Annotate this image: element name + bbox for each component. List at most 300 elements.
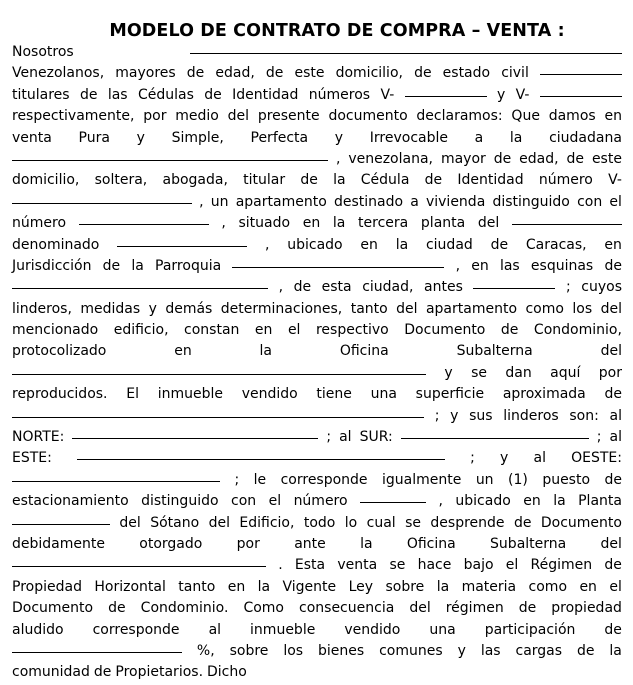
contract-word: vendido (241, 386, 298, 403)
fill-in-blank[interactable] (72, 437, 318, 439)
contract-word: estado (442, 65, 491, 82)
contract-word: al (533, 450, 546, 467)
contract-word: Cédula (360, 172, 410, 189)
contract-line (12, 213, 622, 234)
contract-word: ; (566, 279, 571, 296)
contract-line (12, 256, 622, 277)
contract-word: número (538, 172, 593, 189)
contract-word: Esta (294, 557, 326, 574)
contract-word: y (457, 642, 466, 659)
fill-in-blank[interactable] (79, 223, 209, 225)
contract-word: ; (234, 471, 240, 488)
contract-line (12, 106, 622, 127)
contract-word: la (333, 172, 346, 189)
contract-line (12, 277, 622, 298)
contract-line (12, 598, 622, 619)
contract-word: por (143, 108, 167, 125)
contract-word: , (199, 193, 204, 210)
fill-in-blank[interactable] (540, 95, 622, 97)
contract-word: al (339, 429, 352, 446)
contract-word: ante (294, 535, 326, 552)
contract-word: en (227, 578, 246, 595)
contract-word: mayores (115, 65, 176, 82)
contract-word: venta (12, 129, 52, 146)
contract-word: planta (420, 215, 466, 232)
contract-line (12, 341, 622, 362)
fill-in-blank[interactable] (12, 202, 192, 204)
fill-in-blank[interactable] (12, 523, 110, 525)
contract-word: OESTE: (571, 450, 622, 467)
contract-word: ; (596, 429, 602, 446)
contract-word: el (609, 578, 622, 595)
contract-word: protocolizado (12, 343, 107, 360)
contract-word: declaramos: (416, 108, 503, 125)
contract-word: en (471, 257, 489, 274)
contract-word: de (604, 557, 622, 574)
contract-word: medio (175, 108, 219, 125)
contract-word: Planta (578, 493, 622, 510)
contract-word: cargas (515, 642, 563, 659)
contract-word: inmueble (157, 386, 223, 403)
contract-word: en (579, 578, 597, 595)
contract-word: bajo (463, 557, 494, 574)
fill-in-blank[interactable] (12, 159, 328, 161)
contract-word: mencionado (12, 322, 99, 339)
contract-word: números (308, 86, 371, 103)
document-title: MODELO DE CONTRATO DE COMPRA – VENTA : (109, 21, 565, 41)
contract-word: en (523, 493, 541, 510)
contract-word: esta (321, 279, 352, 296)
contract-word: . (278, 557, 283, 574)
contract-word: Propietarios. (115, 664, 204, 681)
contract-word: del (600, 343, 622, 360)
contract-word: denominado (12, 236, 100, 253)
contract-word: ; (434, 407, 440, 424)
contract-word: desprende (430, 514, 505, 531)
contract-word: se (471, 364, 487, 381)
contract-word: lo (344, 514, 358, 531)
contract-word: ; (470, 450, 475, 467)
contract-word: al (609, 429, 622, 446)
contract-word: sobre (229, 642, 269, 659)
fill-in-blank[interactable] (232, 266, 444, 268)
contract-word: del (119, 514, 141, 531)
contract-word: de (102, 257, 121, 274)
contract-word: Simple, (171, 129, 224, 146)
contract-line (12, 448, 622, 469)
contract-word: %, (196, 642, 215, 659)
contract-word: Cédulas (137, 86, 194, 103)
contract-word: de (204, 86, 222, 103)
contract-word: en (254, 322, 273, 339)
contract-word: la (259, 343, 273, 360)
contract-word: son: (569, 407, 599, 424)
fill-in-blank[interactable] (12, 651, 182, 653)
contract-word: NORTE: (12, 429, 65, 446)
contract-line (12, 555, 622, 576)
contract-word: una (429, 621, 456, 638)
contract-word: al (609, 407, 622, 424)
contract-word: demás (165, 300, 213, 317)
contract-line (12, 42, 622, 63)
contract-word: SUR: (359, 429, 393, 446)
contract-word: vivienda (425, 193, 486, 210)
contract-word: Condominio, (533, 322, 622, 339)
contract-word: titulares (12, 86, 70, 103)
contract-word: el (505, 557, 519, 574)
contract-word: respectivamente, (12, 108, 135, 125)
contract-word: constan (184, 322, 240, 339)
contract-word: situado (238, 215, 291, 232)
contract-word: determinaciones, (220, 300, 343, 317)
contract-word: del (600, 300, 622, 317)
contract-word: una (370, 386, 397, 403)
contract-word: propiedad (551, 600, 622, 617)
contract-word: Sótano (150, 514, 200, 531)
contract-word: al (208, 621, 222, 638)
contract-word: régimen (445, 600, 504, 617)
contract-word: como (528, 578, 568, 595)
contract-word: de (293, 279, 312, 296)
contract-word: Que (511, 108, 540, 125)
contract-word: número (12, 215, 67, 232)
contract-word: la (332, 215, 346, 232)
contract-word: aproximada (502, 386, 586, 403)
contract-word: se (405, 514, 421, 531)
contract-word: la (509, 129, 523, 146)
contract-line (12, 192, 622, 213)
fill-in-blank[interactable] (512, 223, 622, 225)
contract-word: ESTE: (12, 450, 52, 467)
contract-word: medidas (80, 300, 141, 317)
contract-word: tiene (316, 386, 352, 403)
contract-word: Parroquia (155, 257, 222, 274)
fill-in-blank[interactable] (77, 458, 445, 460)
contract-word: del (600, 535, 622, 552)
contract-word: del (227, 108, 250, 125)
fill-in-blank[interactable] (12, 565, 266, 567)
contract-word: y (497, 86, 506, 103)
contract-word: con (577, 193, 603, 210)
contract-word: del (396, 300, 418, 317)
contract-word: titular (243, 172, 286, 189)
contract-word: de (518, 600, 537, 617)
contract-line (12, 662, 622, 683)
contract-word: a (410, 193, 419, 210)
contract-word: cual (366, 514, 396, 531)
fill-in-blank[interactable] (405, 95, 487, 97)
contract-line (12, 577, 622, 598)
contract-word: comunidad (12, 664, 90, 681)
contract-line (12, 85, 622, 106)
contract-word: las (480, 642, 501, 659)
contract-word: vendido (344, 621, 401, 638)
contract-word: este (591, 150, 622, 167)
contract-word: Perfecta (250, 129, 309, 146)
contract-word: , (438, 493, 443, 510)
contract-line (12, 406, 622, 427)
contract-word: de (300, 172, 318, 189)
contract-word: respectivo (315, 322, 389, 339)
contract-word: con (231, 493, 257, 510)
contract-word: Jurisdicción (12, 257, 92, 274)
contract-word: Propiedad (12, 578, 82, 595)
fill-in-blank[interactable] (540, 73, 622, 75)
contract-word: presente (257, 108, 320, 125)
contract-word: otorgado (139, 535, 203, 552)
contract-word: puesto (542, 471, 591, 488)
contract-word: mayor (440, 150, 486, 167)
fill-in-blank[interactable] (12, 416, 424, 418)
contract-word: todo (303, 514, 336, 531)
contract-word: de (500, 322, 519, 339)
contract-word: de (604, 471, 622, 488)
contract-word: la (257, 578, 271, 595)
contract-word: apartamento (235, 193, 327, 210)
contract-line (12, 620, 622, 641)
contract-word: Nosotros (12, 44, 74, 60)
contract-word: se (389, 557, 406, 574)
contract-word: Como (243, 600, 284, 617)
contract-word: Documento (404, 322, 486, 339)
contract-line (12, 320, 622, 341)
contract-word: igualmente (382, 471, 462, 488)
contract-word: el (287, 322, 301, 339)
contract-word: en (302, 215, 321, 232)
contract-word: las (107, 86, 128, 103)
contract-word: , (278, 279, 284, 296)
contract-word: el (268, 493, 282, 510)
contract-word: destinado (333, 193, 404, 210)
contract-word: de (576, 642, 595, 659)
contract-line (12, 235, 622, 256)
contract-word: Pura (78, 129, 110, 146)
contract-word: reproducidos. (12, 386, 108, 403)
contract-word: de (79, 86, 98, 103)
contract-word: y (148, 300, 157, 317)
contract-word: V- (608, 172, 622, 189)
contract-line (12, 299, 622, 320)
fill-in-blank[interactable] (12, 287, 268, 289)
contract-word: Oficina (406, 535, 456, 552)
contract-word: Condominio. (140, 600, 229, 617)
contract-word: , (455, 257, 461, 274)
contract-word: en (174, 343, 192, 360)
contract-word: por (598, 364, 622, 381)
contract-word: de (414, 65, 432, 82)
contract-word: de (604, 621, 622, 638)
contract-word: Documento (12, 600, 94, 617)
contract-word: este (294, 65, 325, 82)
contract-word: (1) (508, 471, 528, 488)
contract-word: distinguido (141, 493, 219, 510)
fill-in-blank[interactable] (117, 245, 247, 247)
contract-word: materia (461, 578, 517, 595)
contract-word: del (208, 514, 230, 531)
contract-word: superficie (415, 386, 485, 403)
contract-word: un (475, 471, 494, 488)
contract-word: Edificio, (239, 514, 295, 531)
contract-line (12, 149, 622, 170)
contract-line (12, 128, 622, 149)
contract-word: de (93, 664, 112, 681)
contract-word: V- (380, 86, 395, 103)
contract-line (12, 384, 622, 405)
contract-word: y (334, 129, 344, 146)
contract-word: Subalterna (490, 535, 567, 552)
contract-word: Subalterna (456, 343, 533, 360)
contract-word: apartamento (425, 300, 518, 317)
contract-word: edad, (519, 150, 559, 167)
contract-word: un (210, 193, 229, 210)
contract-word: Venezolanos, (12, 65, 105, 82)
contract-word: domicilio, (12, 172, 80, 189)
contract-word: los (283, 642, 304, 659)
contract-line (12, 641, 622, 662)
contract-word: linderos, (12, 300, 72, 317)
contract-line (12, 63, 622, 84)
contract-word: tanto (350, 300, 388, 317)
contract-word: , (335, 150, 341, 167)
contract-word: participación (484, 621, 576, 638)
contract-word: número (293, 493, 348, 510)
contract-word: ubicado (287, 236, 343, 253)
contract-word: y (136, 129, 145, 146)
fill-in-blank[interactable] (401, 437, 589, 439)
contract-word: ciudadana (549, 129, 622, 146)
contract-word: la (395, 236, 409, 253)
contract-word: documento (328, 108, 408, 125)
contract-word: como (525, 300, 564, 317)
contract-word: bienes (318, 642, 365, 659)
fill-in-blank[interactable] (190, 52, 622, 54)
contract-word: de (424, 172, 443, 189)
contract-word: aquí (550, 364, 581, 381)
contract-word: damos (548, 108, 596, 125)
contract-line (12, 534, 622, 555)
contract-word: El (126, 386, 139, 403)
contract-word: inmueble (250, 621, 316, 638)
contract-word: la (553, 493, 566, 510)
contract-word: venta (337, 557, 378, 574)
contract-word: de (604, 257, 622, 274)
contract-line (12, 427, 622, 448)
contract-line (12, 470, 622, 491)
contract-word: dan (505, 364, 532, 381)
contract-line (12, 170, 622, 191)
contract-word: civil (501, 65, 529, 82)
contract-word: Vigente (282, 578, 337, 595)
contract-line (12, 491, 622, 512)
contract-word: , (221, 215, 226, 232)
contract-word: Oficina (339, 343, 389, 360)
contract-word: de (265, 65, 284, 82)
contract-word: Identidad (232, 86, 299, 103)
contract-word: ubicado (455, 493, 511, 510)
contract-word: de (186, 65, 205, 82)
contract-word: cuyos (581, 279, 622, 296)
contract-word: Documento (540, 514, 622, 531)
contract-word: estacionamiento (12, 493, 129, 510)
contract-word: tercera (358, 215, 409, 232)
fill-in-blank[interactable] (360, 501, 426, 503)
contract-word: tanto (178, 578, 216, 595)
contract-word: del (409, 600, 431, 617)
contract-line (12, 363, 622, 384)
contract-word: los (572, 300, 593, 317)
contract-word: edad, (215, 65, 255, 82)
contract-word: de (493, 150, 512, 167)
contract-word: las (499, 257, 520, 274)
contract-word: ; (326, 429, 332, 446)
contract-word: V- (515, 86, 530, 103)
contract-word: soltera, (94, 172, 148, 189)
contract-word: Caracas, (525, 236, 587, 253)
contract-word: distinguido (492, 193, 570, 210)
contract-word: comunes (379, 642, 443, 659)
fill-in-blank[interactable] (12, 373, 426, 375)
contract-word: en (604, 236, 622, 253)
contract-word: Identidad (457, 172, 524, 189)
contract-word: esquinas (530, 257, 594, 274)
contract-word: venezolana, (348, 150, 433, 167)
contract-word: de (566, 150, 584, 167)
contract-word: sobre (385, 578, 425, 595)
contract-word: del (477, 215, 500, 232)
fill-in-blank[interactable] (12, 480, 220, 482)
contract-word: sus (469, 407, 493, 424)
contract-word: le (253, 471, 267, 488)
contract-word: domicilio, (335, 65, 403, 82)
contract-word: de (108, 600, 126, 617)
contract-word: a (474, 129, 484, 146)
contract-word: Horizontal (94, 578, 166, 595)
contract-word: en (604, 108, 622, 125)
contract-word: de (490, 236, 509, 253)
contract-word: aludido (12, 621, 64, 638)
contract-word: y (450, 407, 459, 424)
contract-word: la (131, 257, 144, 274)
contract-word: abogada, (162, 172, 228, 189)
contract-word: la (360, 535, 373, 552)
contract-word: y (444, 364, 453, 381)
contract-word: Ley (348, 578, 374, 595)
contract-word: y (500, 450, 509, 467)
contract-word: antes (424, 279, 463, 296)
contract-word: por (236, 535, 260, 552)
contract-word: de (513, 514, 532, 531)
contract-word: corresponde (92, 621, 180, 638)
contract-word: en (360, 236, 378, 253)
contract-word: de (604, 386, 622, 403)
contract-word: Dicho (207, 664, 247, 681)
contract-body (12, 42, 622, 684)
contract-word: linderos (503, 407, 559, 424)
contract-word: ciudad (425, 236, 473, 253)
contract-word: hace (417, 557, 452, 574)
contract-word: edificio, (113, 322, 169, 339)
contract-word: , (264, 236, 270, 253)
contract-word: el (609, 193, 622, 210)
contract-word: la (609, 642, 622, 659)
contract-word: la (436, 578, 450, 595)
contract-word: Irrevocable (369, 129, 448, 146)
contract-word: consecuencia (299, 600, 395, 617)
contract-line (12, 513, 622, 534)
contract-word: ciudad, (362, 279, 414, 296)
fill-in-blank[interactable] (473, 287, 555, 289)
contract-word: debidamente (12, 535, 105, 552)
